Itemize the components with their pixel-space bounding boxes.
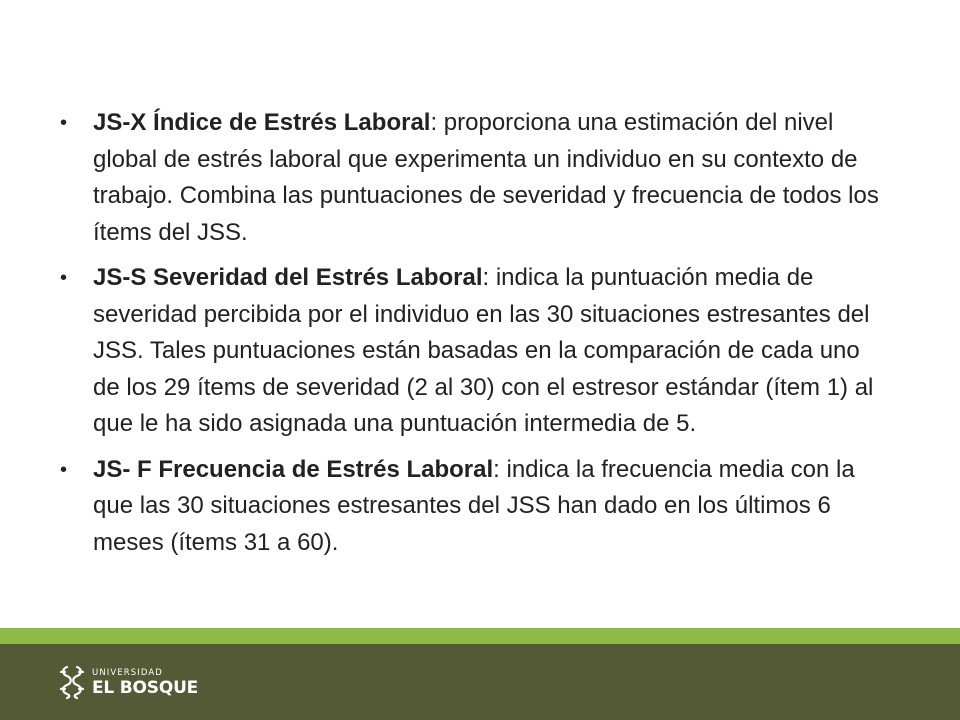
bullet-term: JS-X Índice de Estrés Laboral [93, 109, 431, 136]
bullet-item-stress-frequency [60, 452, 890, 562]
bullet-list [60, 105, 890, 561]
logo-line-name: EL BOSQUE [92, 677, 199, 698]
university-logo [58, 663, 198, 701]
logo-line-university: UNIVERSIDAD [92, 667, 163, 678]
bullet-dot-icon: • [60, 112, 68, 134]
bullet-dot-icon: • [60, 267, 68, 289]
bullet-term: JS- F Frecuencia de Estrés Laboral [93, 455, 494, 483]
bullet-item-stress-index [60, 105, 890, 251]
bullet-text: : indica la frecuencia media con la que las 30 situaciones estresantes del JSS han dado en los últimos 6 meses (ítems 31 a 60). [93, 455, 855, 556]
footer-accent-stripe [0, 628, 960, 644]
university-logo-text [92, 668, 198, 697]
bullet-item-stress-severity [60, 260, 890, 443]
university-logo-mark-icon [58, 664, 86, 700]
slide-content [60, 105, 890, 570]
bullet-term: JS-S Severidad del Estrés Laboral [93, 264, 483, 291]
bullet-text: : indica la puntuación media de severidad percibida por el individuo en las 30 situaciones estresantes del JSS. Tales puntuaciones están basadas en la comparación de cada uno de los 29 ítems de severidad (2 al 30) con el estresor estándar (ítem 1) al que le ha sido asignada una puntuación intermedia de 5. [93, 264, 874, 437]
bullet-text: : proporciona una estimación del nivel global de estrés laboral que experimenta un individuo en su contexto de trabajo. Combina las puntuaciones de severidad y frecuencia de todos los ítems del JSS. [93, 109, 879, 246]
bullet-dot-icon: • [60, 458, 68, 481]
